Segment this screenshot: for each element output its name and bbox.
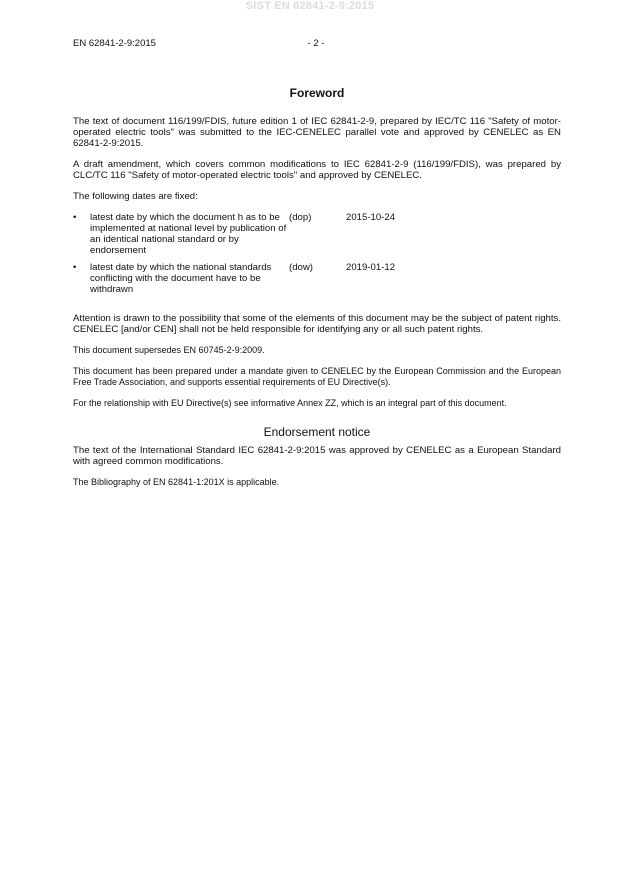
foreword-title: Foreword: [289, 86, 345, 100]
date-item-dow: [73, 262, 561, 295]
spacer: [73, 303, 561, 313]
foreword-para-1: The text of document 116/199/FDIS, future edition 1 of IEC 62841-2-9, prepared by IEC/TC 116 "Safety of motor-operated electric tools" was submitted to the IEC-CENELEC parallel vote and approved by CENELEC as EN 62841-2-9:2015.: [73, 116, 561, 149]
header-doc-id: EN 62841-2-9:2015: [73, 38, 156, 49]
bullet-icon: •: [73, 262, 77, 273]
watermark: SIST EN 62841-2-9:2015: [245, 0, 375, 12]
date-value: 2019-01-12: [346, 262, 396, 273]
mandate-paragraph: This document has been prepared under a mandate given to CENELEC by the European Commission and the European Free Trade Association, and supports essential requirements of EU Directive(s).: [73, 366, 561, 387]
bullet-icon: •: [73, 212, 77, 223]
date-code: (dow): [289, 262, 313, 273]
patent-paragraph: Attention is drawn to the possibility that some of the elements of this document may be the subject of patent rights. CENELEC [and/or CEN] shall not be held responsible for identifying any or all such patent rights.: [73, 313, 561, 335]
endorsement-para-2: The Bibliography of EN 62841-1:201X is applicable.: [73, 477, 280, 487]
supersedes-paragraph: This document supersedes EN 60745-2-9:2009.: [73, 345, 265, 355]
directive-paragraph: For the relationship with EU Directive(s) see informative Annex ZZ, which is an integral part of this document.: [73, 398, 507, 408]
document-body: [73, 88, 561, 498]
date-description: latest date by which the national standards conflicting with the document have to be withdrawn: [90, 262, 272, 295]
date-item-dop: [73, 212, 561, 256]
date-code: (dop): [289, 212, 312, 223]
dates-intro: The following dates are fixed:: [73, 191, 198, 202]
date-value: 2015-10-24: [346, 212, 396, 223]
dates-list: [73, 212, 561, 295]
endorsement-title: Endorsement notice: [263, 425, 371, 439]
date-description: latest date by which the document h as to be implemented at national level by publication of an identical national standard or by endorsement: [90, 212, 287, 256]
header-page-number: - 2 -: [307, 38, 325, 49]
endorsement-para-1: The text of the International Standard IEC 62841-2-9:2015 was approved by CENELEC as a European Standard with agreed common modifications.: [73, 445, 561, 467]
foreword-para-2: A draft amendment, which covers common modifications to IEC 62841-2-9 (116/199/FDIS), was prepared by CLC/TC 116 "Safety of motor-operated electric tools" and approved by CENELEC.: [73, 159, 561, 181]
